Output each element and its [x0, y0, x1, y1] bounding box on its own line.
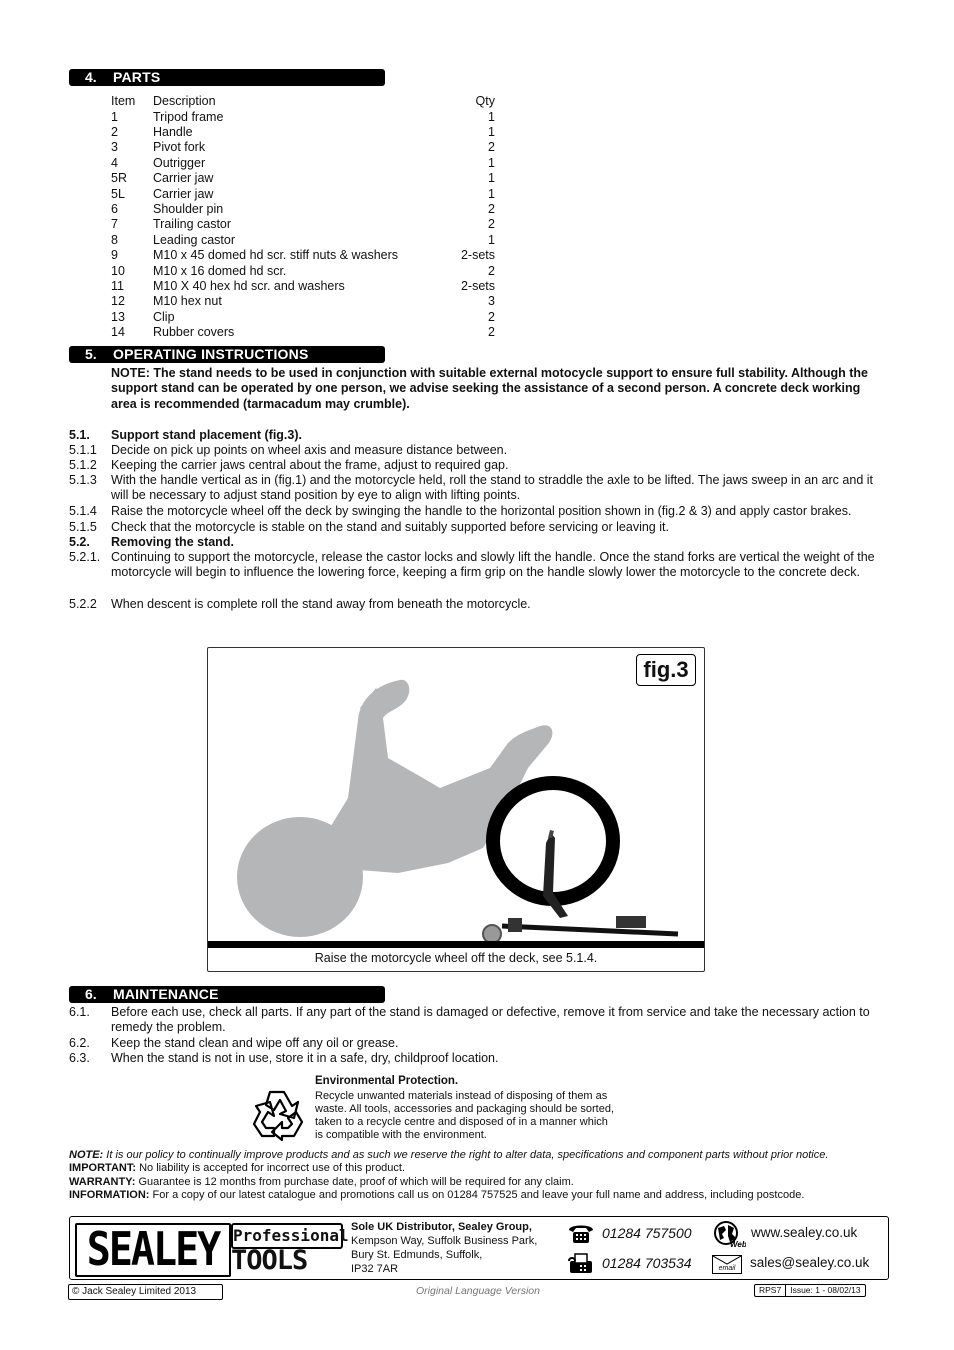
- parts-cell-item: 5L: [111, 186, 125, 201]
- parts-cell-item: 7: [111, 217, 118, 232]
- model-number: RPS7: [755, 1285, 786, 1296]
- parts-cell-description: Clip: [153, 309, 175, 324]
- parts-table-row: [111, 264, 495, 279]
- parts-cell-item: 14: [111, 325, 125, 340]
- notice-note: [69, 1149, 929, 1162]
- maintenance-step-number: 6.3.: [69, 1051, 90, 1065]
- parts-table-row: [111, 110, 495, 125]
- motorcycle-illustration: [208, 648, 704, 948]
- address-line: IP32 7AR: [351, 1263, 399, 1275]
- section-number: 6.: [85, 986, 97, 1002]
- notice-information: [69, 1189, 929, 1202]
- section-header-operating: [69, 346, 385, 363]
- parts-cell-qty: 3: [488, 294, 495, 309]
- parts-cell-qty: 1: [488, 171, 495, 186]
- email-icon: [712, 1255, 742, 1274]
- operating-step-text: Removing the stand.: [111, 535, 234, 549]
- parts-cell-qty: 2: [488, 325, 495, 340]
- parts-cell-description: M10 x 16 domed hd scr.: [153, 263, 287, 278]
- operating-step-text: When descent is complete roll the stand away from beneath the motorcycle.: [111, 597, 531, 611]
- operating-step-number: 5.1.4: [69, 504, 97, 518]
- parts-table-row: [111, 217, 495, 232]
- operating-step-number: 5.2.: [69, 535, 90, 549]
- section-header-maintenance: [69, 986, 385, 1003]
- phone-icon: [566, 1221, 596, 1245]
- section-number: 5.: [85, 346, 97, 362]
- operating-step-text: Raise the motorcycle wheel off the deck by swinging the handle to the horizontal position shown in (fig.2 & 3) and apply castor brakes.: [111, 504, 852, 518]
- notice-important-text: No liability is accepted for incorrect use of this product.: [139, 1162, 406, 1174]
- col-header-description: Description: [153, 94, 216, 108]
- operating-step-number: 5.2.2: [69, 597, 97, 611]
- parts-cell-qty: 1: [488, 109, 495, 124]
- parts-cell-item: 8: [111, 232, 118, 247]
- notice-note-text: It is our policy to continually improve products and as such we reserve the right to alter data, specifications and component parts without prior notice.: [106, 1149, 829, 1161]
- web-globe-icon: [712, 1220, 746, 1248]
- issue-box: [754, 1284, 866, 1297]
- fax-number: 01284 703534: [602, 1255, 692, 1271]
- parts-table-row: [111, 156, 495, 171]
- parts-cell-item: 13: [111, 309, 125, 324]
- web-label: Web: [730, 1240, 746, 1248]
- operating-step-text: Support stand placement (fig.3).: [111, 428, 302, 442]
- parts-cell-description: M10 X 40 hex hd scr. and washers: [153, 278, 345, 293]
- parts-table-header: [111, 94, 495, 109]
- environment-title: Environmental Protection.: [315, 1075, 459, 1087]
- maintenance-step-number: 6.1.: [69, 1005, 90, 1019]
- recycle-icon: [248, 1082, 308, 1142]
- environment-line: is compatible with the environment.: [315, 1129, 487, 1141]
- notice-note-label: NOTE:: [69, 1149, 104, 1161]
- maintenance-step-text: When the stand is not in use, store it in a safe, dry, childproof location.: [111, 1051, 499, 1065]
- copyright: © Jack Sealey Limited 2013: [68, 1284, 223, 1300]
- parts-table-row: [111, 233, 495, 248]
- operating-step-text: Continuing to support the motorcycle, release the castor locks and slowly lift the handle. Once the stand forks are vertical the weight of the motorcycle will begin to influence the lowering force, keeping a firm grip on the handle slowly lower the motorcycle to the concrete deck.: [111, 550, 875, 580]
- parts-cell-description: M10 x 45 domed hd scr. stiff nuts & washers: [153, 248, 399, 263]
- operating-step-text: Decide on pick up points on wheel axis and measure distance between.: [111, 443, 508, 457]
- operating-step-number: 5.1.: [69, 428, 90, 442]
- parts-cell-qty: 1: [488, 155, 495, 170]
- operating-step-number: 5.1.2: [69, 458, 97, 472]
- parts-cell-qty: 2: [488, 217, 495, 232]
- parts-cell-qty: 2-sets: [460, 278, 495, 293]
- parts-cell-item: 2: [111, 124, 118, 139]
- website-link[interactable]: www.sealey.co.uk: [751, 1225, 858, 1240]
- parts-cell-item: 6: [111, 201, 118, 216]
- operating-step-text: Check that the motorcycle is stable on the stand and suitably supported before servicing or leaving it.: [111, 520, 669, 534]
- parts-cell-item: 3: [111, 140, 118, 155]
- footer-contact-box: [69, 1216, 889, 1280]
- section-header-parts: [69, 69, 385, 86]
- parts-cell-item: 4: [111, 155, 118, 170]
- stand-base: [502, 926, 678, 934]
- section-title: MAINTENANCE: [113, 986, 219, 1002]
- section-title: PARTS: [113, 69, 161, 85]
- parts-cell-description: Tripod frame: [153, 109, 224, 124]
- operating-step-text: Keeping the carrier jaws central about the frame, adjust to required gap.: [111, 458, 509, 472]
- professional-logo: Professional: [231, 1223, 343, 1249]
- sealey-logo-text: SEALEY: [86, 1223, 220, 1277]
- issue-info: Issue: 1 - 08/02/13: [790, 1285, 861, 1295]
- parts-table-row: [111, 248, 495, 263]
- operating-step-number: 5.1.3: [69, 473, 97, 487]
- parts-cell-description: Carrier jaw: [153, 171, 214, 186]
- parts-table-row: [111, 279, 495, 294]
- operating-note: NOTE: The stand needs to be used in conjunction with suitable external motocycle support to ensure full stability. Although the support stand can be operated by one person, we advise seeking the assistance of a second person. A concrete deck working area is recommended (tarmacadum may crumble).: [111, 366, 869, 411]
- parts-cell-qty: 2: [488, 140, 495, 155]
- bike-body-shape: [300, 680, 552, 877]
- parts-cell-qty: 2: [488, 309, 495, 324]
- col-header-qty: Qty: [475, 94, 495, 108]
- notice-information-text: For a copy of our latest catalogue and promotions call us on 01284 757525 and leave your full name and address, including postcode.: [152, 1189, 805, 1201]
- distributor-title: Sole UK Distributor, Sealey Group,: [351, 1221, 532, 1233]
- parts-cell-description: Handle: [153, 124, 193, 139]
- maintenance-step-text: Before each use, check all parts. If any part of the stand is damaged or defective, remove it from service and take the necessary action to remedy the problem.: [111, 1005, 870, 1035]
- parts-cell-description: Pivot fork: [153, 140, 206, 155]
- parts-cell-description: Rubber covers: [153, 325, 235, 340]
- environment-line: Recycle unwanted materials instead of disposing of them as: [315, 1090, 608, 1102]
- fax-icon: [566, 1251, 596, 1275]
- email-label: email: [718, 1265, 736, 1272]
- operating-step-number: 5.2.1.: [69, 550, 101, 564]
- parts-table-row: [111, 140, 495, 155]
- parts-cell-description: Outrigger: [153, 155, 206, 170]
- parts-cell-item: 1: [111, 109, 118, 124]
- parts-cell-qty: 1: [488, 186, 495, 201]
- address-line: Bury St. Edmunds, Suffolk,: [351, 1249, 483, 1261]
- figure-label: fig.3: [636, 654, 696, 686]
- phone-number: 01284 757500: [602, 1225, 692, 1241]
- parts-cell-item: 10: [111, 263, 125, 278]
- address-line: Kempson Way, Suffolk Business Park,: [351, 1235, 538, 1247]
- parts-table-row: [111, 171, 495, 186]
- parts-cell-qty: 1: [488, 232, 495, 247]
- parts-cell-description: Shoulder pin: [153, 201, 224, 216]
- parts-table-row: [111, 325, 495, 340]
- section-title: OPERATING INSTRUCTIONS: [113, 346, 309, 362]
- parts-table-row: [111, 187, 495, 202]
- email-link[interactable]: sales@sealey.co.uk: [750, 1255, 870, 1270]
- section-number: 4.: [85, 69, 97, 85]
- col-header-item: Item: [111, 94, 136, 108]
- operating-step-number: 5.1.1: [69, 443, 97, 457]
- environment-line: taken to a recycle centre and disposed of in a manner which: [315, 1116, 608, 1128]
- notice-warranty: [69, 1176, 929, 1189]
- parts-cell-description: Carrier jaw: [153, 186, 214, 201]
- figure-caption: Raise the motorcycle wheel off the deck, see 5.1.4.: [314, 951, 598, 965]
- operating-step-text: With the handle vertical as in (fig.1) and the motorcycle held, roll the stand to straddle the axle to be lifted. The jaws sweep in an arc and it will be necessary to adjust stand position by eye to align with lifting points.: [111, 473, 873, 503]
- operating-step-number: 5.1.5: [69, 520, 97, 534]
- environment-line: waste. All tools, accessories and packaging should be sorted,: [315, 1103, 615, 1115]
- notice-important: [69, 1162, 929, 1175]
- notice-warranty-text: Guarantee is 12 months from purchase date, proof of which will be required for any claim.: [138, 1176, 574, 1188]
- parts-cell-description: M10 hex nut: [153, 294, 222, 309]
- parts-cell-qty: 1: [488, 124, 495, 139]
- parts-table-row: [111, 202, 495, 217]
- sealey-logo: [75, 1223, 231, 1277]
- parts-table-row: [111, 294, 495, 309]
- parts-cell-item: 11: [111, 278, 124, 293]
- maintenance-step-text: Keep the stand clean and wipe off any oil or grease.: [111, 1036, 399, 1050]
- parts-cell-qty: 2: [488, 201, 495, 216]
- parts-cell-description: Leading castor: [153, 232, 236, 247]
- figure-3: [207, 647, 705, 972]
- parts-table-row: [111, 310, 495, 325]
- language-version: Original Language Version: [416, 1285, 540, 1297]
- parts-cell-item: 5R: [111, 171, 127, 186]
- parts-cell-item: 9: [111, 248, 118, 263]
- notice-warranty-label: WARRANTY:: [69, 1176, 136, 1188]
- figure-ground-bar: [208, 941, 704, 948]
- tools-logo: TOOLS: [231, 1245, 308, 1276]
- parts-table-row: [111, 125, 495, 140]
- maintenance-step-number: 6.2.: [69, 1036, 90, 1050]
- parts-cell-description: Trailing castor: [153, 217, 232, 232]
- notice-important-label: IMPORTANT:: [69, 1162, 137, 1174]
- parts-cell-item: 12: [111, 294, 125, 309]
- notice-information-label: INFORMATION:: [69, 1189, 150, 1201]
- parts-cell-qty: 2: [488, 263, 495, 278]
- parts-cell-qty: 2-sets: [460, 248, 495, 263]
